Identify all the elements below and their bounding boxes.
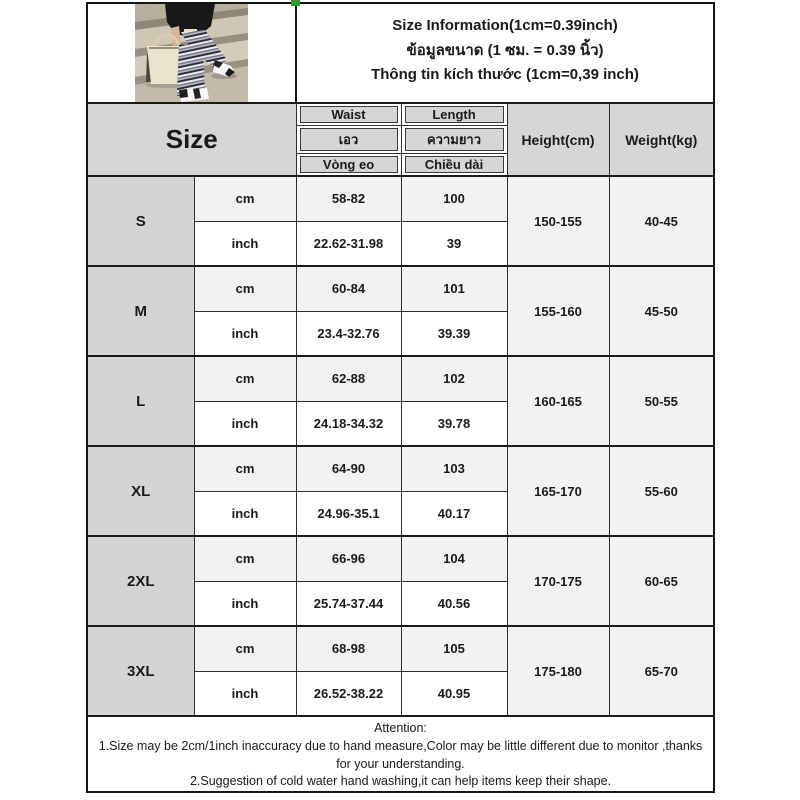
waist-inch-value: 26.52-38.22 <box>296 671 401 716</box>
height-value: 150-155 <box>507 176 609 266</box>
length-header-th: ความยาว <box>405 128 504 151</box>
length-cm-value: 105 <box>401 626 507 671</box>
length-inch-value: 40.95 <box>401 671 507 716</box>
weight-value: 50-55 <box>609 356 714 446</box>
unit-cell: cm <box>194 536 296 581</box>
size-cell: M <box>87 266 194 356</box>
attention-line-2: 2.Suggestion of cold water hand washing,it can help items keep their shape. <box>189 774 612 789</box>
unit-cell: cm <box>194 446 296 491</box>
unit-cell: cm <box>194 626 296 671</box>
waist-header-en-cell <box>296 103 401 126</box>
table-row-m-cm <box>87 266 714 311</box>
waist-header-en: Waist <box>300 106 398 123</box>
attention-title: Attention: <box>374 721 427 735</box>
unit-cell: inch <box>194 221 296 266</box>
header-row-1 <box>87 103 714 126</box>
waist-header-vi-cell <box>296 154 401 177</box>
waist-header-th: เอว <box>300 128 398 151</box>
waist-cm-value: 68-98 <box>296 626 401 671</box>
unit-cell: cm <box>194 356 296 401</box>
size-info-line-th: ข้อมูลขนาด (1 ซม. = 0.39 นิ้ว) <box>406 42 604 59</box>
unit-cell: inch <box>194 311 296 356</box>
waist-inch-value: 25.74-37.44 <box>296 581 401 626</box>
length-header-th-cell <box>401 126 507 154</box>
waist-inch-value: 24.96-35.1 <box>296 491 401 536</box>
table-row-3xl-cm <box>87 626 714 671</box>
waist-cm-value: 58-82 <box>296 176 401 221</box>
waist-cm-value: 62-88 <box>296 356 401 401</box>
size-cell: 3XL <box>87 626 194 716</box>
waist-cm-value: 60-84 <box>296 266 401 311</box>
length-cm-value: 101 <box>401 266 507 311</box>
waist-inch-value: 24.18-34.32 <box>296 401 401 446</box>
table-row-l-cm <box>87 356 714 401</box>
attention-note <box>87 716 714 792</box>
height-value: 160-165 <box>507 356 609 446</box>
green-corner-marker <box>291 0 300 6</box>
unit-cell: cm <box>194 176 296 221</box>
length-inch-value: 39.39 <box>401 311 507 356</box>
weight-value: 60-65 <box>609 536 714 626</box>
waist-header-th-cell <box>296 126 401 154</box>
unit-cell: cm <box>194 266 296 311</box>
waist-cm-value: 66-96 <box>296 536 401 581</box>
length-cm-value: 100 <box>401 176 507 221</box>
height-value: 170-175 <box>507 536 609 626</box>
weight-value: 65-70 <box>609 626 714 716</box>
product-photo-cell <box>87 3 296 103</box>
unit-cell: inch <box>194 671 296 716</box>
length-inch-value: 40.56 <box>401 581 507 626</box>
size-cell: XL <box>87 446 194 536</box>
table-row-xl-cm <box>87 446 714 491</box>
size-chart-table <box>86 2 715 793</box>
size-cell: S <box>87 176 194 266</box>
height-value: 175-180 <box>507 626 609 716</box>
length-inch-value: 39.78 <box>401 401 507 446</box>
weight-value: 55-60 <box>609 446 714 536</box>
height-value: 155-160 <box>507 266 609 356</box>
waist-header-vi: Vòng eo <box>300 156 398 173</box>
length-header-vi-cell <box>401 154 507 177</box>
length-header-vi: Chiều dài <box>405 156 504 173</box>
waist-inch-value: 23.4-32.76 <box>296 311 401 356</box>
height-value: 165-170 <box>507 446 609 536</box>
length-cm-value: 103 <box>401 446 507 491</box>
table-row-2xl-cm <box>87 536 714 581</box>
length-inch-value: 40.17 <box>401 491 507 536</box>
length-cm-value: 104 <box>401 536 507 581</box>
weight-header: Weight(kg) <box>609 103 714 176</box>
size-info-line-vi: Thông tin kích thước (1cm=0,39 inch) <box>371 66 639 83</box>
weight-value: 40-45 <box>609 176 714 266</box>
unit-cell: inch <box>194 491 296 536</box>
attention-line-1: 1.Size may be 2cm/1inch inaccuracy due to hand measure,Color may be little different due to monitor ,thanks for your understanding. <box>98 738 703 771</box>
top-band-row <box>87 3 714 103</box>
size-info-line-en: Size Information(1cm=0.39inch) <box>392 17 618 34</box>
length-cm-value: 102 <box>401 356 507 401</box>
product-photo <box>135 4 248 102</box>
size-column-header: Size <box>87 103 296 176</box>
size-cell: 2XL <box>87 536 194 626</box>
waist-cm-value: 64-90 <box>296 446 401 491</box>
weight-value: 45-50 <box>609 266 714 356</box>
waist-inch-value: 22.62-31.98 <box>296 221 401 266</box>
height-header: Height(cm) <box>507 103 609 176</box>
table-row-s-cm <box>87 176 714 221</box>
unit-cell: inch <box>194 581 296 626</box>
size-cell: L <box>87 356 194 446</box>
length-header-en-cell <box>401 103 507 126</box>
length-inch-value: 39 <box>401 221 507 266</box>
length-header-en: Length <box>405 106 504 123</box>
attention-row <box>87 716 714 792</box>
unit-cell: inch <box>194 401 296 446</box>
size-info-panel <box>296 3 714 103</box>
